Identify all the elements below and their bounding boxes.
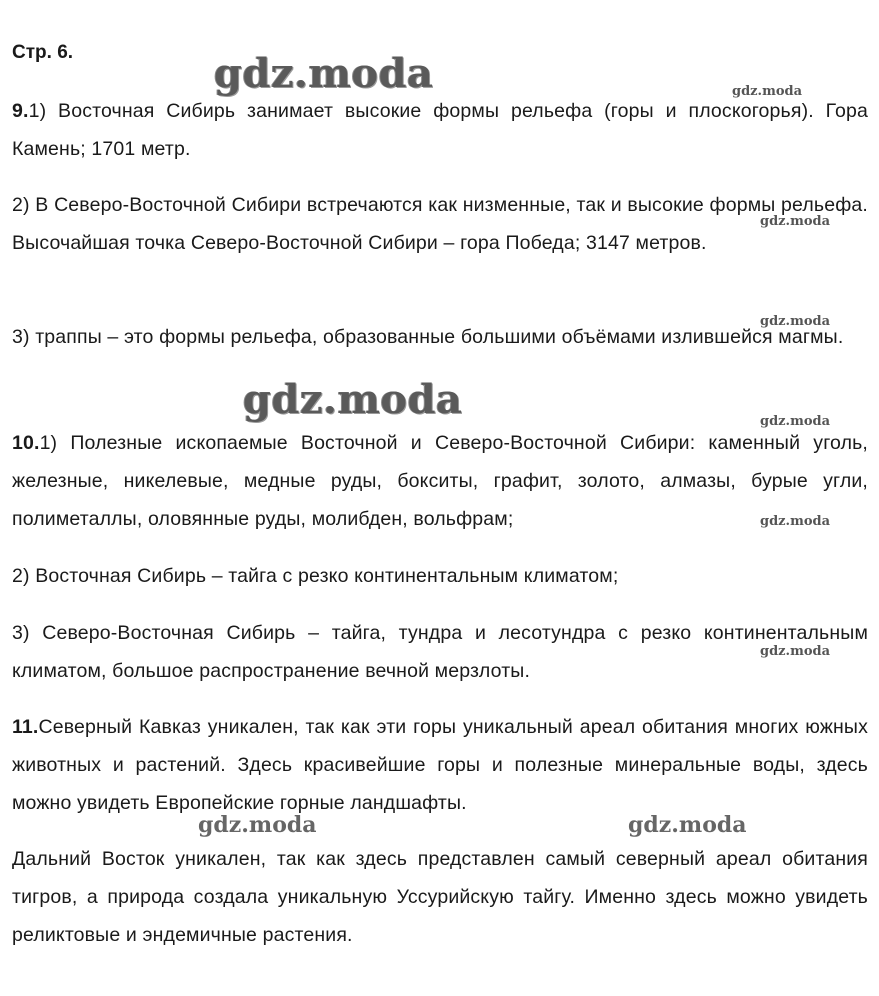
watermark: gdz.moda <box>214 50 434 97</box>
paragraph-9-2 <box>12 186 868 262</box>
paragraph-text: 2) В Северо-Восточной Сибири встречаются как низменные, так и высокие формы рельефа. Высочайшая точка Северо-Восточной Сибири – гора Победа; 3147 метров. <box>12 194 868 254</box>
exercise-number: 10. <box>12 432 40 454</box>
paragraph-text: 3) Северо-Восточная Сибирь – тайга, тундра и лесотундра с резко континентальным климатом, большое распространение вечной мерзлоты. <box>12 622 868 682</box>
paragraph-10-2 <box>12 557 868 595</box>
paragraph-text: 1) Полезные ископаемые Восточной и Северо-Восточной Сибири: каменный уголь, железные, никелевые, медные руды, бокситы, графит, золото, алмазы, бурые угли, полиметаллы, оловянные руды, молибден, вольфрам; <box>12 432 868 530</box>
exercise-number: 11. <box>12 716 39 738</box>
exercise-number: 9. <box>12 100 29 122</box>
paragraph-9-3 <box>12 318 868 356</box>
paragraph-10-1 <box>12 424 868 538</box>
paragraph-text: Северный Кавказ уникален, так как эти горы уникальный ареал обитания многих южных животных и растений. Здесь красивейшие горы и полезные минеральные воды, здесь можно увидеть Европейские горные ландшафты. <box>12 716 868 814</box>
watermark: gdz.moda <box>760 644 831 659</box>
watermark: gdz.moda <box>760 214 831 229</box>
watermark: gdz.moda <box>198 812 317 838</box>
page-heading: Стр. 6. <box>12 42 74 63</box>
paragraph-11-2 <box>12 840 868 954</box>
watermark: gdz.moda <box>243 376 463 423</box>
paragraph-text: 3) траппы – это формы рельефа, образованные большими объёмами излившейся магмы. <box>12 326 844 348</box>
watermark: gdz.moda <box>760 514 831 529</box>
watermark: gdz.moda <box>732 84 803 99</box>
watermark: gdz.moda <box>760 314 831 329</box>
paragraph-text: 2) Восточная Сибирь – тайга с резко континентальным климатом; <box>12 565 619 587</box>
paragraph-text: Дальний Восток уникален, так как здесь представлен самый северный ареал обитания тигров, а природа создала уникальную Уссурийскую тайгу. Именно здесь можно увидеть реликтовые и эндемичные растения. <box>12 848 868 946</box>
paragraph-text: 1) Восточная Сибирь занимает высокие формы рельефа (горы и плоскогорья). Гора Камень; 1701 метр. <box>12 100 868 160</box>
paragraph-10-3 <box>12 614 868 690</box>
paragraph-9-1 <box>12 92 868 168</box>
watermark: gdz.moda <box>628 812 747 838</box>
watermark: gdz.moda <box>760 414 831 429</box>
paragraph-11-1 <box>12 708 868 822</box>
